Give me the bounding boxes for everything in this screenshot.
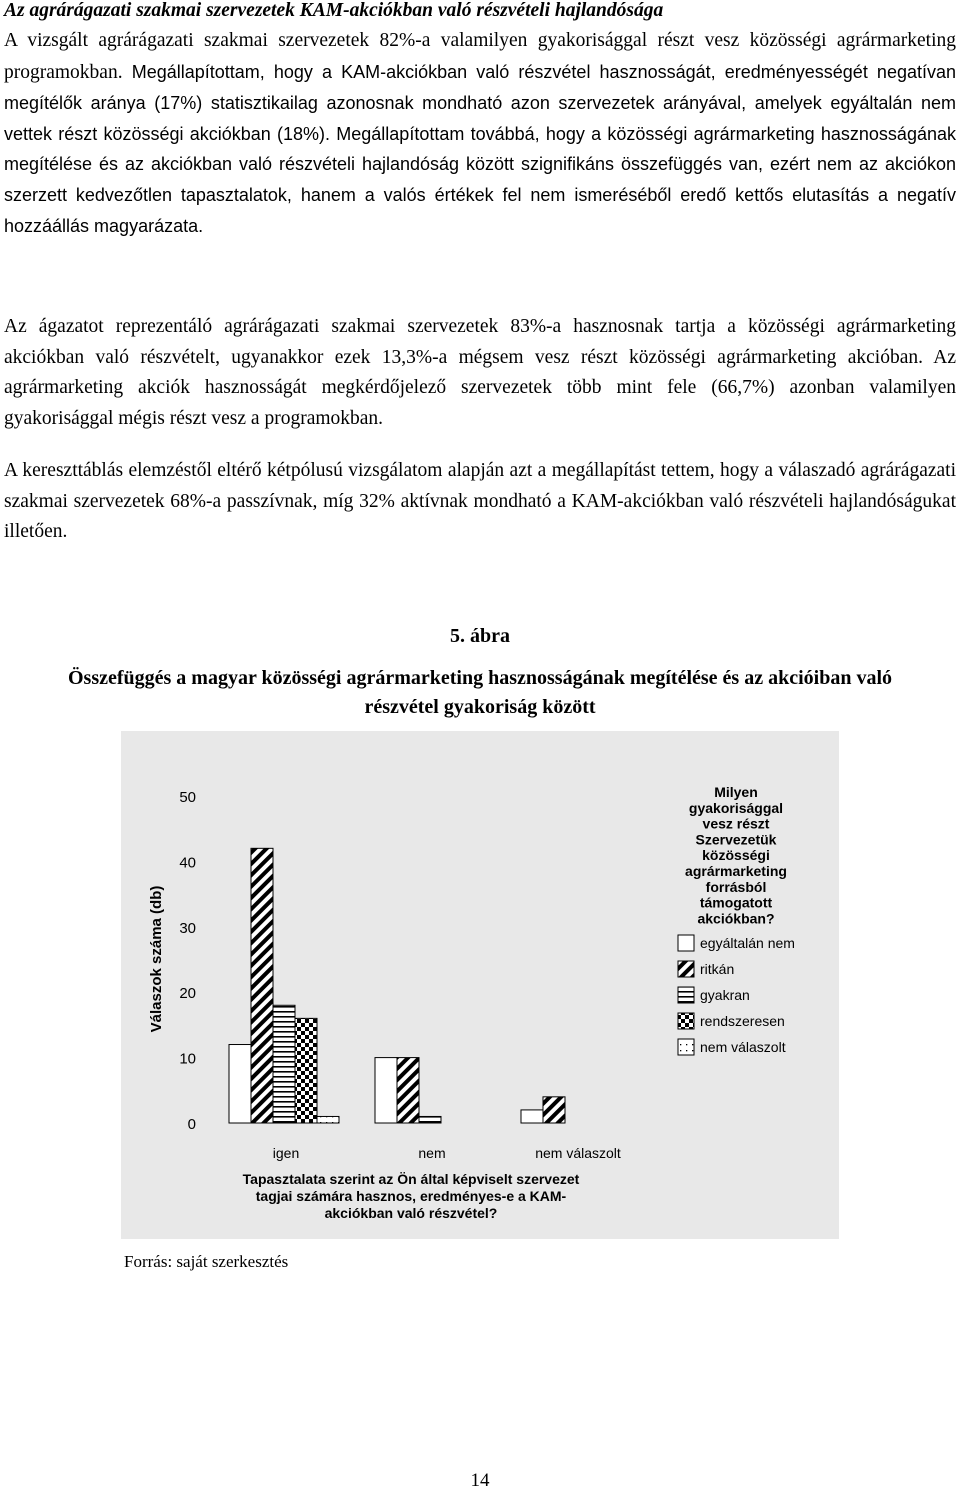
bar [251,848,273,1123]
axes-layer [148,789,196,1133]
paragraph-1-sans: Megállapítottam, hogy a KAM-akciókban való részvétel hasznosságát, eredményességét negatívan megítélők aránya (17%) statisztikailag azonosnak mondható azon szervezetek arányával, amelyek egyáltalán nem vettek részt közösségi akciókban (18%). Megállapítottam továbbá, hogy a közösségi agrármarketing hasznosságának megítélése és az akciókban való részvételi hajlandóság között szignifikáns összefüggés van, ezért nem az akciókon szerzett kedvezőtlen tapasztalatok, hanem a valós értékek fel nem ismeréséből eredő kettős elutasítás a negatív hozzáállás magyarázata. [4,61,956,236]
bar [397,1058,419,1123]
paragraph-3: A kereszttáblás elemzéstől eltérő kétpólusú vizsgálatom alapján azt a megállapítást tettem, hogy a válaszadó agrárágazati szakmai szervezetek 68%-a passzívnak, míg 32% aktívnak mondható a KAM-akciókban való részvételi hajlandóságukat illetően. [4,460,956,543]
page-number: 14 [470,1470,490,1491]
bar [317,1116,339,1123]
figure-title: Összefüggés a magyar közösségi agrármarketing hasznosságának megítélése és az akcióiban való részvétel gyakoriság között [67,667,893,718]
y-tick-label: 20 [179,985,196,1003]
legend-swatch [678,987,694,1003]
legend-title-line: akciókban? [697,910,775,927]
y-tick-label: 10 [179,1050,196,1068]
y-axis-label: Válaszok száma (db) [148,885,165,1033]
legend-layer [678,784,795,1055]
bar [295,1018,317,1123]
bar [543,1097,565,1123]
legend-title-line: agrármarketing [685,863,787,879]
legend-title-line: Szervezetük [695,831,777,848]
y-tick-label: 30 [179,919,196,937]
figure-source: Forrás: saját szerkesztés [124,1252,289,1271]
legend-title-line: Milyen [714,784,758,800]
legend-title-line: támogatott [699,894,773,911]
x-axis-label-line: akciókban való részvétel? [324,1205,498,1221]
bar [419,1116,441,1123]
legend-label: gyakran [700,987,750,1003]
legend-title-line: gyakorisággal [688,799,784,816]
bar [521,1110,543,1123]
legend-title-line: vesz részt [702,815,770,832]
bars-layer [229,848,565,1123]
y-tick-label: 50 [179,789,196,806]
x-tick-label: igen [272,1145,300,1161]
x-axis-label-line: tagjai számára hasznos, eredményes-e a KAM- [255,1188,567,1204]
paragraph-2: Az ágazatot reprezentáló agrárágazati szakmai szervezetek 83%-a hasznosnak tartja a közösségi agrármarketing akciókban való részvételt, ugyanakkor ezek 13,3%-a mégsem vesz részt közösségi agrármarketing akcióban. Az agrármarketing akciók hasznosságát megkérdőjelező szervezetek több mint fele (66,7%) azonban valamilyen gyakorisággal mégis részt vesz a programokban. [4,316,956,429]
legend-title-line: forrásból [705,878,767,895]
paragraph-1 [4,25,956,241]
chart-panel [121,731,839,1239]
legend-label: nem válaszolt [700,1039,786,1055]
bar [273,1005,295,1123]
bar-chart [121,731,839,1239]
labels-layer [243,1145,621,1221]
legend-swatch [678,1013,694,1029]
x-axis-label-line: Tapasztalata szerint az Ön által képviselt szervezet [242,1171,580,1187]
legend-swatch [678,935,694,951]
x-tick-label: nem válaszolt [535,1145,621,1161]
y-tick-label: 0 [187,1116,196,1133]
bar [229,1045,251,1123]
legend-label: egyáltalán nem [700,935,795,951]
legend-swatch [678,961,694,977]
section-heading: Az agrárágazati szakmai szervezetek KAM-akciókban való részvételi hajlandósága [4,0,664,21]
legend-label: ritkán [700,961,735,977]
paragraph-1-serif: A vizsgált agrárágazati szakmai szervezetek 82%-a valamilyen gyakorisággal részt vesz közösségi agrármarketing programokban. [4,30,956,83]
y-tick-label: 40 [179,854,196,872]
bar [375,1058,397,1123]
legend-swatch [678,1039,694,1055]
legend-label: rendszeresen [700,1013,785,1029]
x-tick-label: nem [418,1145,446,1161]
figure-number: 5. ábra [450,625,510,647]
legend-title-line: közösségi [702,847,770,864]
